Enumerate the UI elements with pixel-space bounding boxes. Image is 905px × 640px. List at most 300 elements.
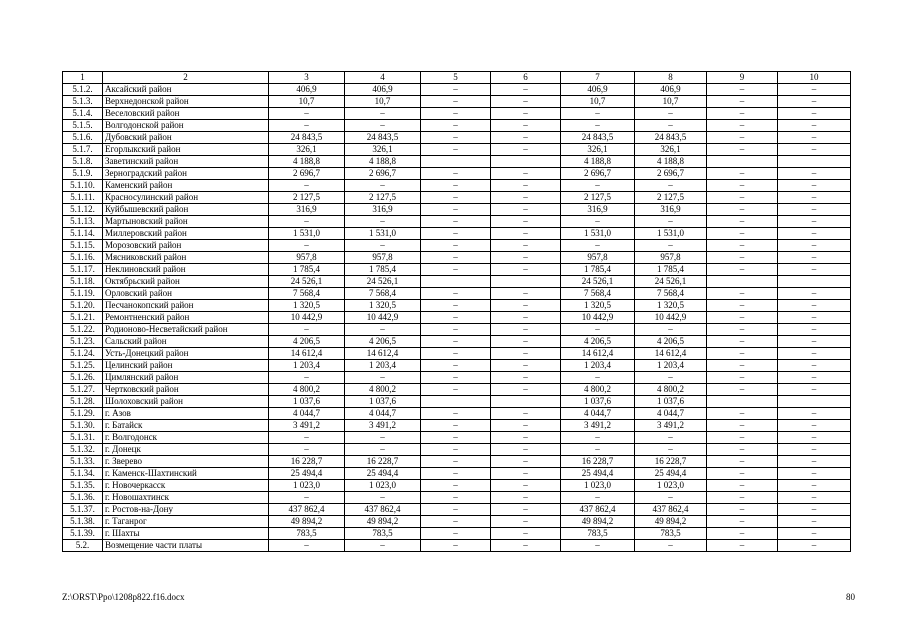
value-cell: – bbox=[707, 456, 778, 468]
value-cell: 1 785,4 bbox=[269, 264, 345, 276]
table-row bbox=[63, 456, 851, 468]
value-cell bbox=[421, 156, 491, 168]
value-cell: – bbox=[707, 468, 778, 480]
value-cell: – bbox=[707, 432, 778, 444]
row-number-cell: 5.1.37. bbox=[63, 504, 103, 516]
table-row bbox=[63, 144, 851, 156]
header-cell: 10 bbox=[778, 72, 851, 84]
row-number-cell: 5.1.2. bbox=[63, 84, 103, 96]
value-cell: 1 203,4 bbox=[345, 360, 421, 372]
row-number-cell: 5.1.10. bbox=[63, 180, 103, 192]
value-cell: – bbox=[491, 516, 561, 528]
value-cell: – bbox=[778, 192, 851, 204]
table-row bbox=[63, 132, 851, 144]
value-cell: – bbox=[778, 300, 851, 312]
value-cell: – bbox=[345, 120, 421, 132]
value-cell: – bbox=[707, 528, 778, 540]
value-cell: – bbox=[345, 432, 421, 444]
value-cell: 24 843,5 bbox=[269, 132, 345, 144]
row-number-cell: 5.1.13. bbox=[63, 216, 103, 228]
value-cell: 4 188,8 bbox=[635, 156, 707, 168]
value-cell: 2 696,7 bbox=[635, 168, 707, 180]
value-cell: 4 188,8 bbox=[345, 156, 421, 168]
value-cell: – bbox=[778, 456, 851, 468]
value-cell: – bbox=[269, 240, 345, 252]
row-number-cell: 5.1.27. bbox=[63, 384, 103, 396]
value-cell: – bbox=[778, 216, 851, 228]
value-cell: 16 228,7 bbox=[269, 456, 345, 468]
value-cell: – bbox=[421, 84, 491, 96]
table-row bbox=[63, 192, 851, 204]
table-row bbox=[63, 120, 851, 132]
value-cell: – bbox=[491, 540, 561, 552]
value-cell: 14 612,4 bbox=[269, 348, 345, 360]
value-cell: 49 894,2 bbox=[561, 516, 635, 528]
value-cell: – bbox=[707, 132, 778, 144]
value-cell: – bbox=[778, 288, 851, 300]
value-cell: – bbox=[707, 516, 778, 528]
row-name-cell: Куйбышевский район bbox=[103, 204, 269, 216]
value-cell: 406,9 bbox=[561, 84, 635, 96]
row-name-cell: Аксайский район bbox=[103, 84, 269, 96]
value-cell: 14 612,4 bbox=[561, 348, 635, 360]
table-row bbox=[63, 324, 851, 336]
value-cell: 1 037,6 bbox=[561, 396, 635, 408]
table-row bbox=[63, 528, 851, 540]
header-cell: 8 bbox=[635, 72, 707, 84]
value-cell: 326,1 bbox=[561, 144, 635, 156]
row-number-cell: 5.1.32. bbox=[63, 444, 103, 456]
value-cell: – bbox=[491, 336, 561, 348]
value-cell: – bbox=[561, 108, 635, 120]
value-cell: 14 612,4 bbox=[635, 348, 707, 360]
value-cell: 316,9 bbox=[345, 204, 421, 216]
value-cell: 2 127,5 bbox=[635, 192, 707, 204]
value-cell: – bbox=[345, 492, 421, 504]
value-cell: 437 862,4 bbox=[345, 504, 421, 516]
value-cell: – bbox=[421, 120, 491, 132]
value-cell: – bbox=[345, 372, 421, 384]
row-number-cell: 5.1.14. bbox=[63, 228, 103, 240]
table-row bbox=[63, 288, 851, 300]
value-cell: – bbox=[778, 348, 851, 360]
value-cell: – bbox=[421, 264, 491, 276]
value-cell: 4 206,5 bbox=[345, 336, 421, 348]
row-name-cell: г. Волгодонск bbox=[103, 432, 269, 444]
value-cell: 10,7 bbox=[269, 96, 345, 108]
value-cell: 2 696,7 bbox=[269, 168, 345, 180]
value-cell: 2 127,5 bbox=[345, 192, 421, 204]
value-cell: – bbox=[421, 444, 491, 456]
row-number-cell: 5.1.23. bbox=[63, 336, 103, 348]
value-cell: – bbox=[561, 432, 635, 444]
value-cell: – bbox=[421, 132, 491, 144]
value-cell: – bbox=[561, 216, 635, 228]
value-cell: 406,9 bbox=[269, 84, 345, 96]
value-cell: – bbox=[421, 480, 491, 492]
value-cell: – bbox=[421, 216, 491, 228]
value-cell: – bbox=[707, 336, 778, 348]
value-cell: 2 696,7 bbox=[561, 168, 635, 180]
table-row bbox=[63, 252, 851, 264]
value-cell: – bbox=[491, 480, 561, 492]
value-cell: 1 203,4 bbox=[561, 360, 635, 372]
value-cell: 24 526,1 bbox=[269, 276, 345, 288]
value-cell: – bbox=[778, 96, 851, 108]
value-cell: – bbox=[491, 372, 561, 384]
row-name-cell: Чертковский район bbox=[103, 384, 269, 396]
value-cell: – bbox=[491, 132, 561, 144]
value-cell: 437 862,4 bbox=[561, 504, 635, 516]
value-cell: – bbox=[345, 108, 421, 120]
value-cell: – bbox=[421, 324, 491, 336]
value-cell: – bbox=[491, 144, 561, 156]
value-cell: – bbox=[421, 432, 491, 444]
value-cell: 16 228,7 bbox=[561, 456, 635, 468]
row-name-cell: Дубовский район bbox=[103, 132, 269, 144]
value-cell: – bbox=[491, 120, 561, 132]
value-cell: 3 491,2 bbox=[269, 420, 345, 432]
value-cell: – bbox=[491, 168, 561, 180]
header-cell: 5 bbox=[421, 72, 491, 84]
value-cell: – bbox=[491, 108, 561, 120]
value-cell: – bbox=[421, 504, 491, 516]
value-cell: 1 531,0 bbox=[561, 228, 635, 240]
value-cell: – bbox=[421, 168, 491, 180]
value-cell: 1 320,5 bbox=[269, 300, 345, 312]
row-number-cell: 5.2. bbox=[63, 540, 103, 552]
value-cell: – bbox=[421, 192, 491, 204]
row-number-cell: 5.1.38. bbox=[63, 516, 103, 528]
value-cell: – bbox=[491, 408, 561, 420]
value-cell: – bbox=[421, 540, 491, 552]
row-number-cell: 5.1.33. bbox=[63, 456, 103, 468]
value-cell bbox=[491, 156, 561, 168]
value-cell: 957,8 bbox=[635, 252, 707, 264]
row-name-cell: Возмещение части платы bbox=[103, 540, 269, 552]
row-name-cell: Морозовский район bbox=[103, 240, 269, 252]
value-cell: – bbox=[491, 228, 561, 240]
value-cell: – bbox=[635, 216, 707, 228]
value-cell: – bbox=[269, 180, 345, 192]
value-cell: – bbox=[707, 204, 778, 216]
value-cell: 7 568,4 bbox=[345, 288, 421, 300]
value-cell: 24 526,1 bbox=[345, 276, 421, 288]
value-cell: – bbox=[421, 252, 491, 264]
table-row bbox=[63, 84, 851, 96]
value-cell: – bbox=[491, 192, 561, 204]
table-row bbox=[63, 480, 851, 492]
value-cell: 10 442,9 bbox=[561, 312, 635, 324]
value-cell: 3 491,2 bbox=[561, 420, 635, 432]
header-cell: 9 bbox=[707, 72, 778, 84]
header-cell: 3 bbox=[269, 72, 345, 84]
row-name-cell: Мясниковский район bbox=[103, 252, 269, 264]
value-cell: – bbox=[707, 540, 778, 552]
value-cell: – bbox=[561, 372, 635, 384]
value-cell: 25 494,4 bbox=[269, 468, 345, 480]
value-cell: – bbox=[778, 408, 851, 420]
value-cell: – bbox=[269, 540, 345, 552]
value-cell: 1 320,5 bbox=[345, 300, 421, 312]
data-table bbox=[62, 71, 851, 552]
value-cell: – bbox=[345, 540, 421, 552]
value-cell: – bbox=[778, 228, 851, 240]
value-cell: 1 023,0 bbox=[269, 480, 345, 492]
value-cell: – bbox=[491, 312, 561, 324]
value-cell: – bbox=[491, 84, 561, 96]
value-cell: 326,1 bbox=[269, 144, 345, 156]
value-cell: – bbox=[345, 324, 421, 336]
table-row bbox=[63, 156, 851, 168]
value-cell: 1 023,0 bbox=[345, 480, 421, 492]
row-name-cell: Миллеровский район bbox=[103, 228, 269, 240]
value-cell: – bbox=[421, 312, 491, 324]
value-cell: 4 044,7 bbox=[269, 408, 345, 420]
value-cell: 14 612,4 bbox=[345, 348, 421, 360]
value-cell: – bbox=[707, 492, 778, 504]
value-cell bbox=[778, 156, 851, 168]
value-cell: 957,8 bbox=[345, 252, 421, 264]
value-cell: – bbox=[421, 108, 491, 120]
value-cell: 4 044,7 bbox=[561, 408, 635, 420]
value-cell: 25 494,4 bbox=[635, 468, 707, 480]
value-cell: 1 037,6 bbox=[345, 396, 421, 408]
value-cell bbox=[778, 276, 851, 288]
value-cell: – bbox=[778, 108, 851, 120]
value-cell: – bbox=[778, 120, 851, 132]
header-cell: 1 bbox=[63, 72, 103, 84]
value-cell: – bbox=[707, 120, 778, 132]
value-cell: 1 320,5 bbox=[635, 300, 707, 312]
row-number-cell: 5.1.12. bbox=[63, 204, 103, 216]
row-name-cell: Усть-Донецкий район bbox=[103, 348, 269, 360]
value-cell: – bbox=[345, 240, 421, 252]
value-cell: 49 894,2 bbox=[345, 516, 421, 528]
row-number-cell: 5.1.30. bbox=[63, 420, 103, 432]
value-cell: – bbox=[778, 336, 851, 348]
value-cell: – bbox=[635, 444, 707, 456]
value-cell: 4 800,2 bbox=[345, 384, 421, 396]
value-cell: – bbox=[707, 264, 778, 276]
value-cell: 4 206,5 bbox=[561, 336, 635, 348]
value-cell: 2 696,7 bbox=[345, 168, 421, 180]
value-cell: 783,5 bbox=[269, 528, 345, 540]
value-cell: – bbox=[421, 360, 491, 372]
value-cell: – bbox=[421, 456, 491, 468]
row-number-cell: 5.1.29. bbox=[63, 408, 103, 420]
row-number-cell: 5.1.21. bbox=[63, 312, 103, 324]
table-row bbox=[63, 492, 851, 504]
value-cell: – bbox=[778, 168, 851, 180]
value-cell: – bbox=[635, 120, 707, 132]
row-name-cell: Орловский район bbox=[103, 288, 269, 300]
value-cell: – bbox=[421, 420, 491, 432]
table-row bbox=[63, 540, 851, 552]
value-cell: – bbox=[421, 408, 491, 420]
value-cell: – bbox=[269, 444, 345, 456]
value-cell: 1 023,0 bbox=[561, 480, 635, 492]
table-body bbox=[63, 84, 851, 552]
page-number: 80 bbox=[846, 592, 855, 602]
value-cell: – bbox=[707, 192, 778, 204]
row-name-cell: Волгодонской район bbox=[103, 120, 269, 132]
value-cell: – bbox=[491, 324, 561, 336]
value-cell: 24 843,5 bbox=[345, 132, 421, 144]
table-row bbox=[63, 108, 851, 120]
value-cell: – bbox=[778, 468, 851, 480]
value-cell: 4 188,8 bbox=[269, 156, 345, 168]
table-row bbox=[63, 228, 851, 240]
value-cell bbox=[491, 396, 561, 408]
value-cell: – bbox=[778, 432, 851, 444]
table-row bbox=[63, 516, 851, 528]
value-cell: – bbox=[778, 420, 851, 432]
value-cell: – bbox=[491, 252, 561, 264]
row-number-cell: 5.1.34. bbox=[63, 468, 103, 480]
value-cell: – bbox=[707, 84, 778, 96]
row-number-cell: 5.1.3. bbox=[63, 96, 103, 108]
value-cell: – bbox=[778, 480, 851, 492]
row-name-cell: Целинский район bbox=[103, 360, 269, 372]
header-cell: 4 bbox=[345, 72, 421, 84]
row-name-cell: Верхнедонской район bbox=[103, 96, 269, 108]
table-row bbox=[63, 408, 851, 420]
value-cell: – bbox=[561, 324, 635, 336]
value-cell: – bbox=[707, 216, 778, 228]
value-cell: – bbox=[491, 468, 561, 480]
value-cell: – bbox=[345, 444, 421, 456]
row-number-cell: 5.1.28. bbox=[63, 396, 103, 408]
value-cell: 326,1 bbox=[635, 144, 707, 156]
value-cell: – bbox=[491, 216, 561, 228]
value-cell: 49 894,2 bbox=[635, 516, 707, 528]
value-cell: – bbox=[491, 348, 561, 360]
table-row bbox=[63, 468, 851, 480]
value-cell: 316,9 bbox=[269, 204, 345, 216]
value-cell: – bbox=[778, 312, 851, 324]
row-name-cell: Мартыновский район bbox=[103, 216, 269, 228]
value-cell: 1 531,0 bbox=[345, 228, 421, 240]
value-cell: – bbox=[707, 228, 778, 240]
header-cell: 2 bbox=[103, 72, 269, 84]
row-name-cell: г. Зверево bbox=[103, 456, 269, 468]
table-row bbox=[63, 312, 851, 324]
row-number-cell: 5.1.8. bbox=[63, 156, 103, 168]
value-cell: – bbox=[778, 240, 851, 252]
value-cell: – bbox=[635, 432, 707, 444]
table-row bbox=[63, 432, 851, 444]
value-cell: – bbox=[778, 132, 851, 144]
value-cell: – bbox=[561, 180, 635, 192]
value-cell: 1 320,5 bbox=[561, 300, 635, 312]
value-cell: – bbox=[491, 456, 561, 468]
value-cell: – bbox=[778, 264, 851, 276]
value-cell: 783,5 bbox=[345, 528, 421, 540]
row-name-cell: Песчанокопский район bbox=[103, 300, 269, 312]
value-cell: – bbox=[421, 288, 491, 300]
file-path: Z:\ORST\Ppo\1208p822.f16.docx bbox=[62, 592, 185, 602]
row-number-cell: 5.1.25. bbox=[63, 360, 103, 372]
value-cell: – bbox=[707, 312, 778, 324]
value-cell: – bbox=[635, 108, 707, 120]
row-name-cell: Красносулинский район bbox=[103, 192, 269, 204]
value-cell: 24 526,1 bbox=[561, 276, 635, 288]
value-cell: – bbox=[345, 180, 421, 192]
row-number-cell: 5.1.5. bbox=[63, 120, 103, 132]
value-cell: 7 568,4 bbox=[561, 288, 635, 300]
value-cell: – bbox=[491, 528, 561, 540]
value-cell: – bbox=[491, 96, 561, 108]
value-cell: – bbox=[707, 168, 778, 180]
table-row bbox=[63, 372, 851, 384]
value-cell: 957,8 bbox=[269, 252, 345, 264]
value-cell: – bbox=[707, 348, 778, 360]
value-cell: – bbox=[491, 432, 561, 444]
value-cell bbox=[707, 396, 778, 408]
table-row bbox=[63, 444, 851, 456]
table-row bbox=[63, 384, 851, 396]
header-cell: 6 bbox=[491, 72, 561, 84]
row-name-cell: Каменский район bbox=[103, 180, 269, 192]
value-cell: – bbox=[421, 468, 491, 480]
value-cell: – bbox=[561, 540, 635, 552]
value-cell: 10,7 bbox=[635, 96, 707, 108]
value-cell: – bbox=[707, 288, 778, 300]
value-cell: 957,8 bbox=[561, 252, 635, 264]
value-cell: – bbox=[778, 84, 851, 96]
value-cell: – bbox=[491, 504, 561, 516]
value-cell: – bbox=[635, 540, 707, 552]
row-name-cell: Заветинский район bbox=[103, 156, 269, 168]
value-cell: – bbox=[421, 144, 491, 156]
value-cell: – bbox=[421, 528, 491, 540]
row-name-cell: Сальский район bbox=[103, 336, 269, 348]
row-number-cell: 5.1.11. bbox=[63, 192, 103, 204]
value-cell: 4 800,2 bbox=[635, 384, 707, 396]
value-cell: – bbox=[269, 108, 345, 120]
row-name-cell: г. Батайск bbox=[103, 420, 269, 432]
value-cell: – bbox=[707, 324, 778, 336]
value-cell: – bbox=[778, 252, 851, 264]
value-cell: 10,7 bbox=[561, 96, 635, 108]
value-cell: – bbox=[421, 96, 491, 108]
header-cell: 7 bbox=[561, 72, 635, 84]
value-cell: 1 531,0 bbox=[269, 228, 345, 240]
row-number-cell: 5.1.16. bbox=[63, 252, 103, 264]
value-cell: 783,5 bbox=[635, 528, 707, 540]
value-cell bbox=[778, 396, 851, 408]
row-name-cell: Егорлыкский район bbox=[103, 144, 269, 156]
value-cell: 16 228,7 bbox=[635, 456, 707, 468]
value-cell: 1 785,4 bbox=[635, 264, 707, 276]
value-cell: – bbox=[707, 108, 778, 120]
value-cell bbox=[491, 276, 561, 288]
value-cell: – bbox=[269, 432, 345, 444]
row-number-cell: 5.1.39. bbox=[63, 528, 103, 540]
value-cell: – bbox=[421, 180, 491, 192]
value-cell: 406,9 bbox=[345, 84, 421, 96]
row-name-cell: Цимлянский район bbox=[103, 372, 269, 384]
value-cell: – bbox=[491, 444, 561, 456]
row-number-cell: 5.1.9. bbox=[63, 168, 103, 180]
value-cell: – bbox=[707, 360, 778, 372]
value-cell: 326,1 bbox=[345, 144, 421, 156]
value-cell: – bbox=[345, 216, 421, 228]
table-row bbox=[63, 168, 851, 180]
value-cell: – bbox=[421, 384, 491, 396]
table-row bbox=[63, 336, 851, 348]
